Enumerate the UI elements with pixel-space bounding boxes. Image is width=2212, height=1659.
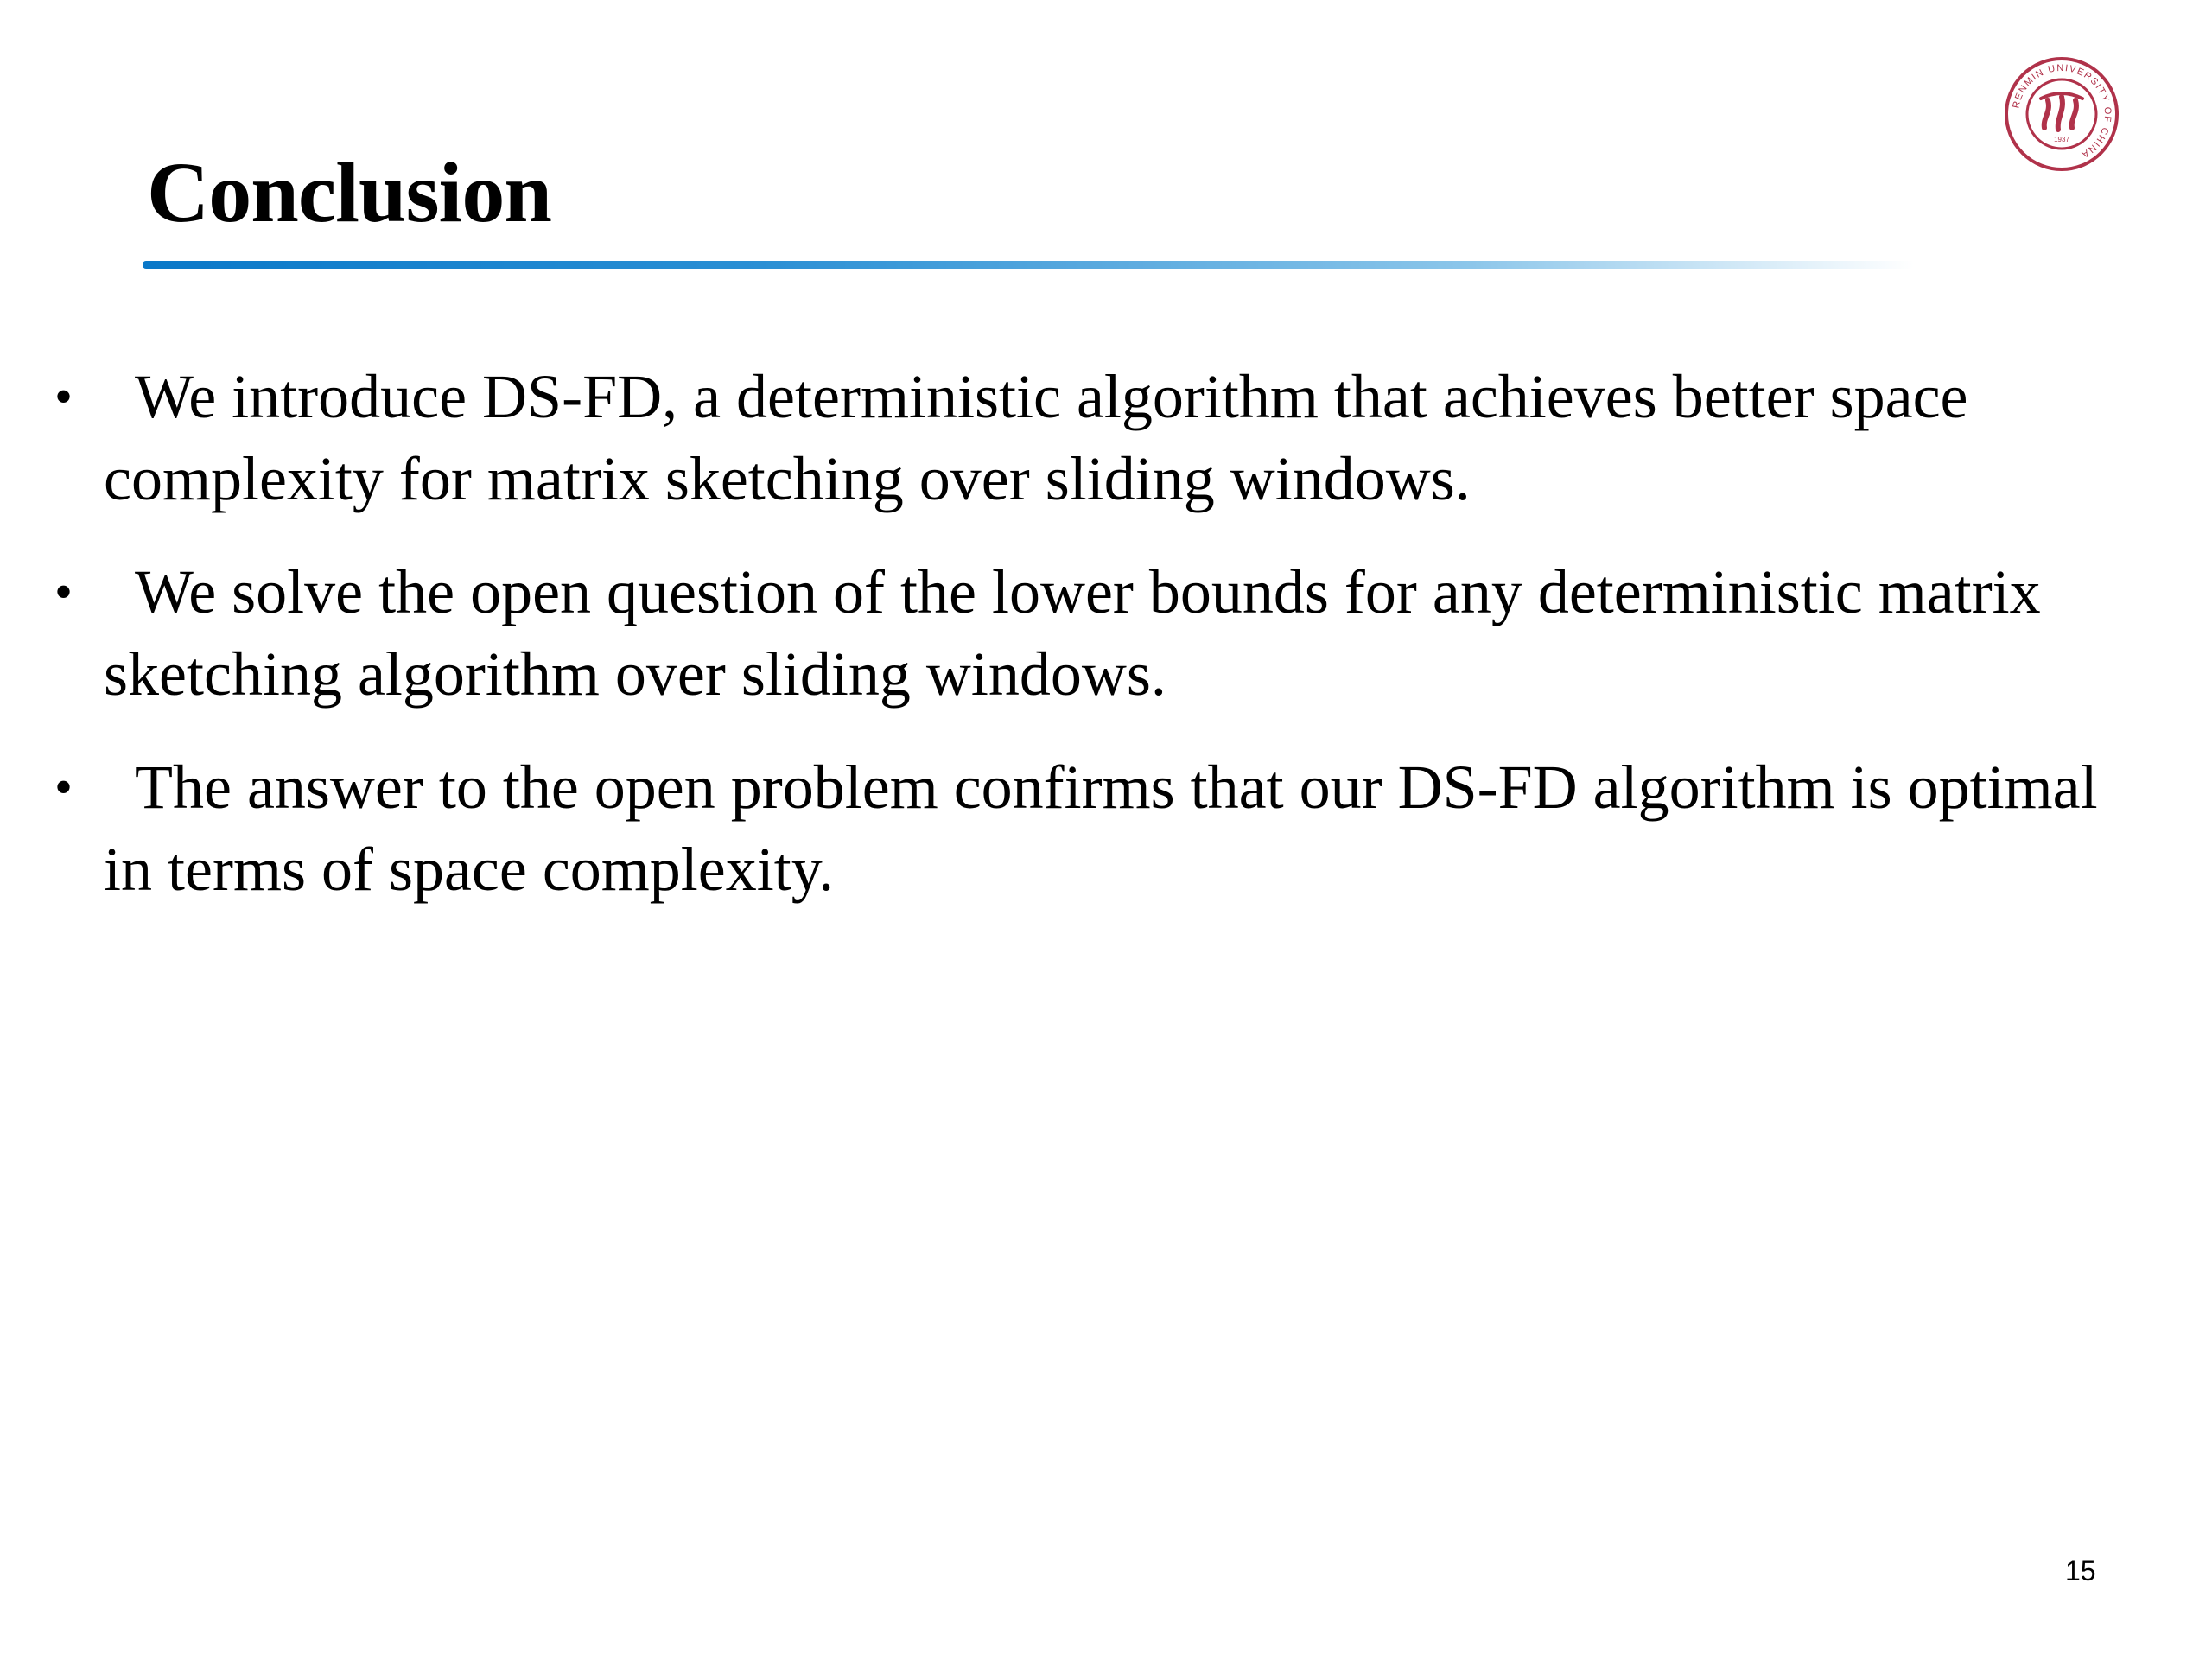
bullet-text: We introduce DS-FD, a deterministic algorithm that achieves better space complexity for matrix sketching over sliding windows. [104,362,1968,513]
bullet-icon: • [54,563,73,620]
bullet-item [52,551,2160,715]
bullet-text: The answer to the open problem confirms that our DS-FD algorithm is optimal in terms of space complexity. [104,753,2098,904]
title-underline [143,261,1914,269]
bullet-icon: • [54,759,73,816]
bullet-item [52,356,2160,520]
seal-year: 1937 [2054,136,2069,143]
bullet-icon: • [54,368,73,425]
seal-text: RENMIN UNIVERSITY OF CHINA [2011,62,2113,161]
bullet-item [52,747,2160,911]
university-seal-icon [2003,55,2120,173]
slide-title: Conclusion [147,144,551,240]
bullet-list [52,356,2160,942]
page-number: 15 [2065,1555,2096,1586]
bullet-text: We solve the open question of the lower bounds for any deterministic matrix sketching algorithm over sliding windows. [104,557,2041,709]
